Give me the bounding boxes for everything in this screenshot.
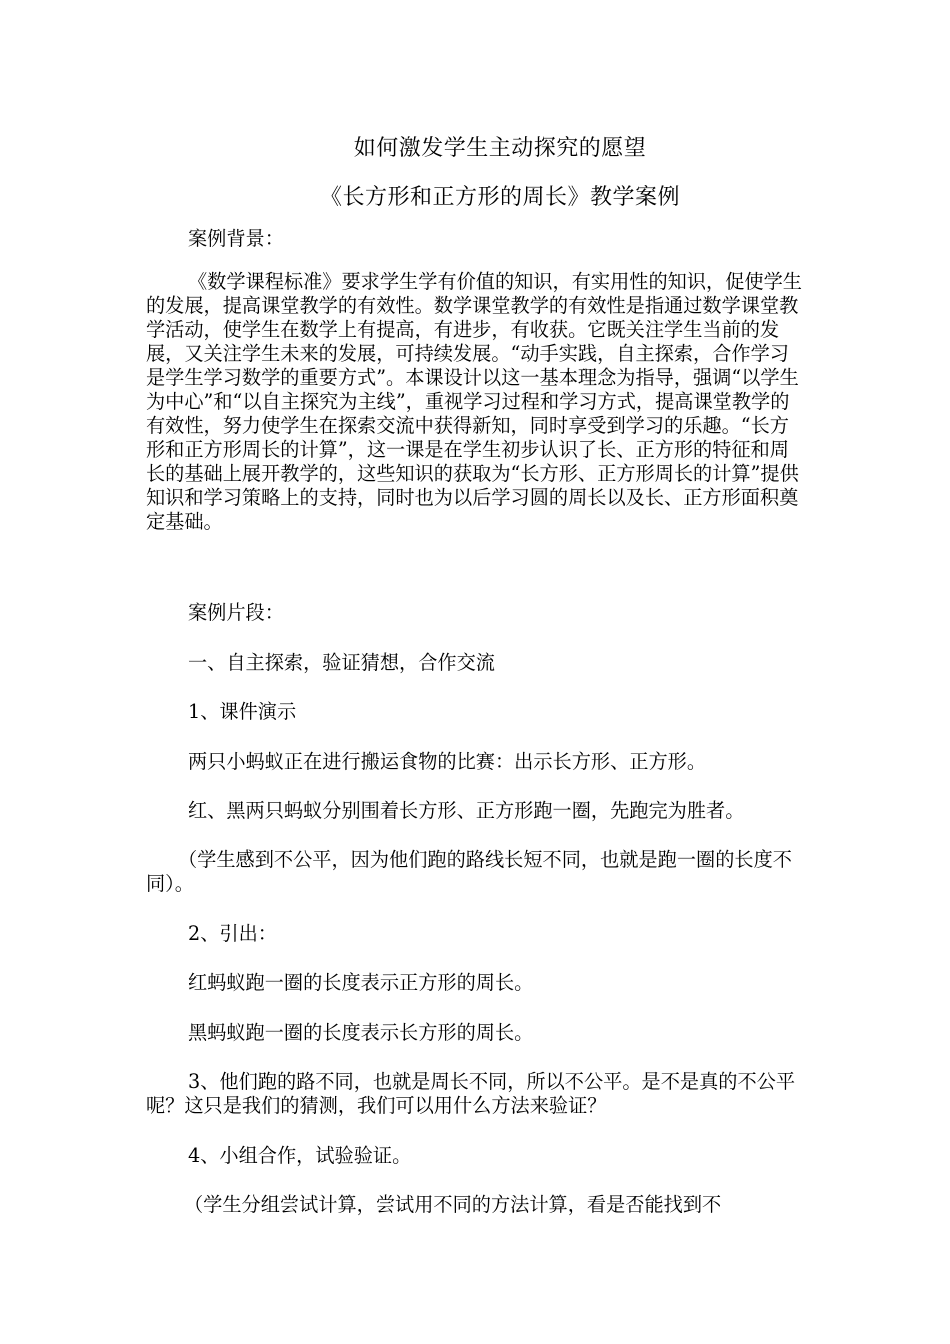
paragraph-step-3: 3、他们跑的路不同，也就是周长不同，所以不公平。是不是真的不公平呢？这只是我们的猜测，我们可以用什么方法来验证？ (146, 1070, 796, 1117)
paragraph-step-2: 2、引出： (188, 922, 277, 945)
paragraph-case-background-label: 案例背景： (188, 227, 284, 250)
paragraph-red-black-ants: 红、黑两只蚂蚁分别围着长方形、正方形跑一圈，先跑完为胜者。 (188, 799, 745, 822)
paragraph-step-1: 1、课件演示 (188, 700, 297, 723)
document-title: 如何激发学生主动探究的愿望 (353, 136, 647, 161)
document-subtitle: 《长方形和正方形的周长》教学案例 (319, 185, 680, 210)
paragraph-group-trial: （学生分组尝试计算，尝试用不同的方法计算，看是否能找到不 (184, 1193, 722, 1216)
paragraph-ant-race: 两只小蚂蚁正在进行搬运食物的比赛：出示长方形、正方形。 (188, 750, 707, 773)
paragraph-red-ant-perimeter: 红蚂蚁跑一圈的长度表示正方形的周长。 (188, 971, 534, 994)
paragraph-case-excerpt-label: 案例片段： (188, 601, 284, 624)
paragraph-case-background-body: 《数学课程标准》要求学生学有价值的知识，有实用性的知识，促使学生的发展，提高课堂教学的有效性。数学课堂教学的有效性是指通过数学课堂教学活动，使学生在数学上有提高，有进步，有收获。它既关注学生当前的发展，又关注学生未来的发展，可持续发展。“动手实践，自主探索，合作学习是学生学习数学的重要方式”。本课设计以这一基本理念为指导，强调“以学生为中心”和“以自主探究为主线”，重视学习过程和学习方式，提高课堂教学的有效性，努力使学生在探索交流中获得新知，同时享受到学习的乐趣。“长方形和正方形周长的计算”，这一课是在学生初步认识了长、正方形的特征和周长的基础上展开教学的，这些知识的获取为“长方形、正方形周长的计算”提供知识和学习策略上的支持，同时也为以后学习圆的周长以及长、正方形面积奠定基础。 (146, 270, 802, 533)
paragraph-black-ant-perimeter: 黑蚂蚁跑一圈的长度表示长方形的周长。 (188, 1021, 534, 1044)
paragraph-students-unfair: （学生感到不公平，因为他们跑的路线长短不同，也就是跑一圈的长度不同）。 (146, 848, 792, 895)
paragraph-section-heading: 一、自主探索，验证猜想，合作交流 (188, 651, 495, 674)
paragraph-step-4: 4、小组合作，试验验证。 (188, 1144, 412, 1167)
